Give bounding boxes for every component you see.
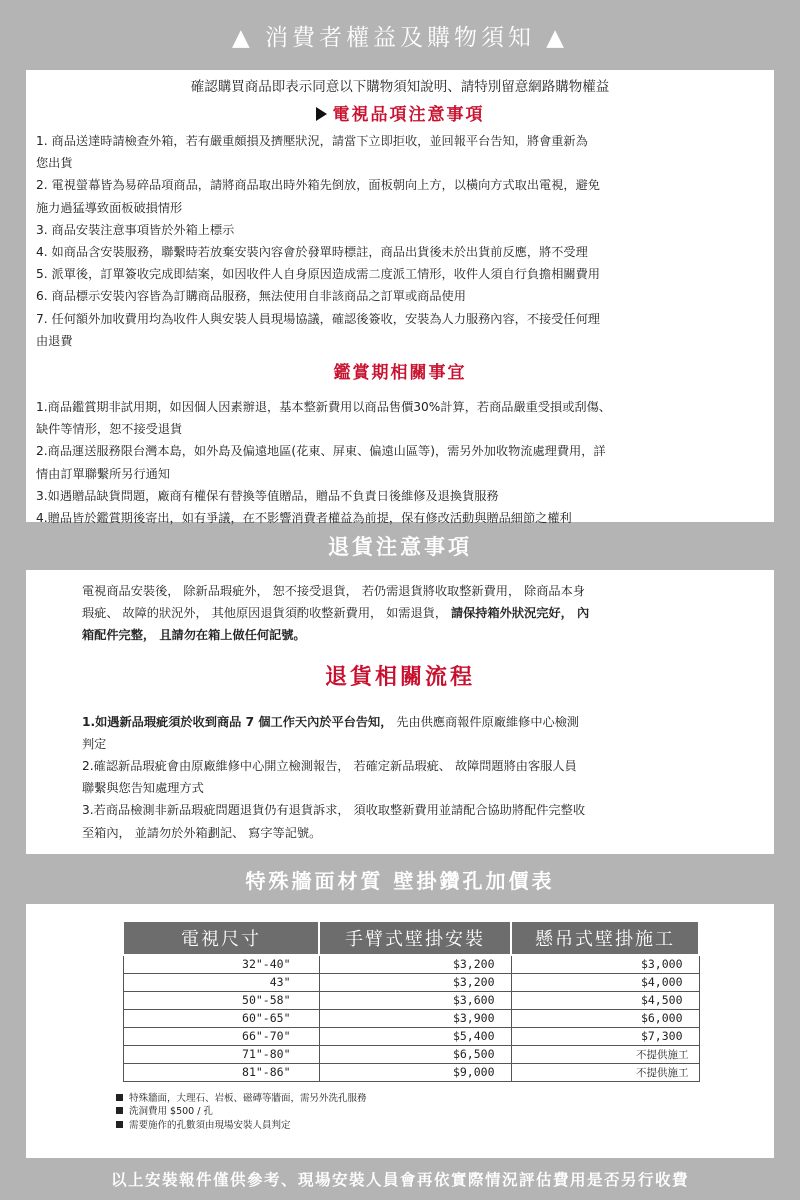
list-item: 您出貨 <box>36 156 73 171</box>
wall-mount-banner-title: 特殊牆面材質 壁掛鑽孔加價表 <box>245 868 555 893</box>
hanging-price-cell: 不提供施工 <box>511 1045 699 1063</box>
arrow-right-icon <box>316 107 327 121</box>
arm-price-cell: $3,900 <box>319 1009 511 1027</box>
return-notice-text <box>82 580 718 647</box>
list-item: 3.如遇贈品缺貨問題，廠商有權保有替換等值贈品，贈品不負責日後維修及退換貨服務 <box>36 488 499 503</box>
list-item: 聯繫與您告知處理方式 <box>82 781 204 796</box>
table-row <box>123 955 699 973</box>
header-title: ▲ 消費者權益及購物須知 ▲ <box>232 24 568 51</box>
note-item <box>116 1105 774 1119</box>
list-item: 7. 任何額外加收費用均為收件人與安裝人員現場協議，確認後簽收，安裝為人力服務內容，不接受任何理 <box>36 311 600 326</box>
return-notice-card <box>26 570 774 854</box>
size-cell: 32"-40" <box>123 955 319 973</box>
size-cell: 66"-70" <box>123 1027 319 1045</box>
arm-price-cell: $5,400 <box>319 1027 511 1045</box>
note-text: 洗洞費用 $500 / 孔 <box>129 1106 213 1117</box>
list-item: 4.贈品皆於鑑賞期後寄出，如有爭議，在不影響消費者權益為前提，保有修改活動與贈品細節之權利 <box>36 511 572 526</box>
table-row <box>123 1045 699 1063</box>
size-cell: 43" <box>123 973 319 991</box>
size-cell: 71"-80" <box>123 1045 319 1063</box>
table-row <box>123 991 699 1009</box>
size-cell: 50"-58" <box>123 991 319 1009</box>
return-line <box>82 602 718 624</box>
return-line-text: 瑕疵、 故障的狀況外， 其他原因退貨須酌收整新費用， 如需退貨， <box>82 606 451 621</box>
list-item: 4. 如商品含安裝服務，聯繫時若放棄安裝內容會於發單時標註，商品出貨後未於出貨前反應，將不受理 <box>36 245 588 260</box>
square-bullet-icon <box>116 1107 123 1114</box>
square-bullet-icon <box>116 1094 123 1101</box>
return-line-emphasis: 請保持箱外狀況完好， 內 <box>450 606 590 621</box>
return-line <box>82 624 718 646</box>
arm-price-cell: $6,500 <box>319 1045 511 1063</box>
table-row <box>123 1009 699 1027</box>
list-item: 2. 電視螢幕皆為易碎品項商品，請將商品取出時外箱先倒放，面板朝向上方，以橫向方式取出電視，避免 <box>36 178 600 193</box>
footer-text: 以上安裝報件僅供參考、現場安裝人員會再依實際情況評估費用是否另行收費 <box>110 1171 689 1189</box>
return-line-emphasis: 箱配件完整， 且請勿在箱上做任何記號。 <box>82 628 306 643</box>
note-item <box>116 1092 774 1106</box>
hanging-price-cell: $7,300 <box>511 1027 699 1045</box>
list-item: 由退費 <box>36 333 73 348</box>
price-notes <box>116 1092 774 1133</box>
arm-price-cell: $3,200 <box>319 955 511 973</box>
return-line: 電視商品安裝後， 除新品瑕疵外， 恕不接受退貨， 若仍需退貨將收取整新費用， 除商品本身 <box>82 584 585 598</box>
table-row <box>123 1027 699 1045</box>
list-item: 情由訂單聯繫所另行通知 <box>36 466 171 481</box>
price-table <box>122 920 700 1082</box>
column-header-hanging-mount: 懸吊式壁掛施工 <box>511 921 699 955</box>
list-item: 至箱內， 並請勿於外箱劃記、 寫字等記號。 <box>82 825 322 840</box>
appreciation-list <box>36 396 764 529</box>
flow-heading: 退貨相關流程 <box>324 664 475 690</box>
return-banner-title: 退貨注意事項 <box>328 535 472 559</box>
hanging-price-cell: $4,500 <box>511 991 699 1009</box>
list-item: 3. 商品安裝注意事項皆於外箱上標示 <box>36 222 235 237</box>
flow-step-text: 先由供應商報件原廠維修中心檢測 <box>392 714 580 729</box>
list-item: 1. 商品送達時請檢查外箱，若有嚴重頗損及擠壓狀況，請當下立即拒收，並回報平台告知，將會重新為 <box>36 134 588 148</box>
list-item: 6. 商品標示安裝內容皆為訂購商品服務，無法使用自非該商品之訂單或商品使用 <box>36 289 466 304</box>
size-cell: 81"-86" <box>123 1063 319 1081</box>
list-item: 1.商品鑑賞期非試用期，如因個人因素辦退，基本整新費用以商品售價30%計算，若商品嚴重受損或刮傷、 <box>36 400 611 415</box>
column-header-size: 電視尺寸 <box>123 921 319 955</box>
list-item: 3.若商品檢測非新品瑕疵問題退貨仍有退貨訴求， 須收取整新費用並請配合協助將配件完整收 <box>82 803 586 818</box>
flow-list <box>82 711 718 844</box>
tv-notice-intro: 確認購買商品即表示同意以下購物須知說明、請特別留意網路購物權益 <box>190 79 610 95</box>
list-item: 施力過猛導致面板破損情形 <box>36 200 183 215</box>
table-header-row <box>123 921 699 955</box>
arm-price-cell: $3,600 <box>319 991 511 1009</box>
hanging-price-cell: 不提供施工 <box>511 1063 699 1081</box>
wall-mount-banner <box>0 854 800 904</box>
tv-notice-card <box>26 70 774 526</box>
arm-price-cell: $9,000 <box>319 1063 511 1081</box>
list-item <box>82 711 718 733</box>
tv-notice-heading-text: 電視品項注意事項 <box>332 105 485 125</box>
hanging-price-cell: $4,000 <box>511 973 699 991</box>
list-item: 2.確認新品瑕疵會由原廠維修中心開立檢測報告， 若確定新品瑕疵、 故障問題將由客服人員 <box>82 759 577 774</box>
wall-mount-card <box>26 904 774 1158</box>
list-item: 2.商品運送服務限台灣本島，如外島及偏遠地區(花東、屏東、偏遠山區等)，需另外加收物流處理費用，詳 <box>36 444 606 459</box>
hanging-price-cell: $3,000 <box>511 955 699 973</box>
note-item <box>116 1119 774 1133</box>
footer-banner <box>0 1158 800 1200</box>
tv-notice-list <box>36 130 764 352</box>
list-item: 5. 派單後，訂單簽收完成即結案，如因收件人自身原因造成需二度派工情形，收件人須自行負擔相關費用 <box>36 267 600 282</box>
note-text: 特殊牆面，大理石、岩板、磁磚等牆面，需另外洗孔服務 <box>129 1092 367 1104</box>
tv-notice-heading <box>36 104 764 126</box>
appreciation-heading: 鑑賞期相關事宜 <box>333 363 467 384</box>
header-banner <box>0 0 800 70</box>
list-item: 判定 <box>82 736 107 751</box>
square-bullet-icon <box>116 1121 123 1128</box>
hanging-price-cell: $6,000 <box>511 1009 699 1027</box>
arm-price-cell: $3,200 <box>319 973 511 991</box>
list-item: 缺件等情形，恕不接受退貨 <box>36 422 183 437</box>
table-row <box>123 1063 699 1081</box>
size-cell: 60"-65" <box>123 1009 319 1027</box>
note-text: 需要施作的孔數須由現場安裝人員判定 <box>129 1119 291 1131</box>
table-row <box>123 973 699 991</box>
flow-step-emphasis: 1.如遇新品瑕疵須於收到商品 7 個工作天內於平台告知， <box>82 714 393 729</box>
column-header-arm-mount: 手臂式壁掛安裝 <box>319 921 511 955</box>
